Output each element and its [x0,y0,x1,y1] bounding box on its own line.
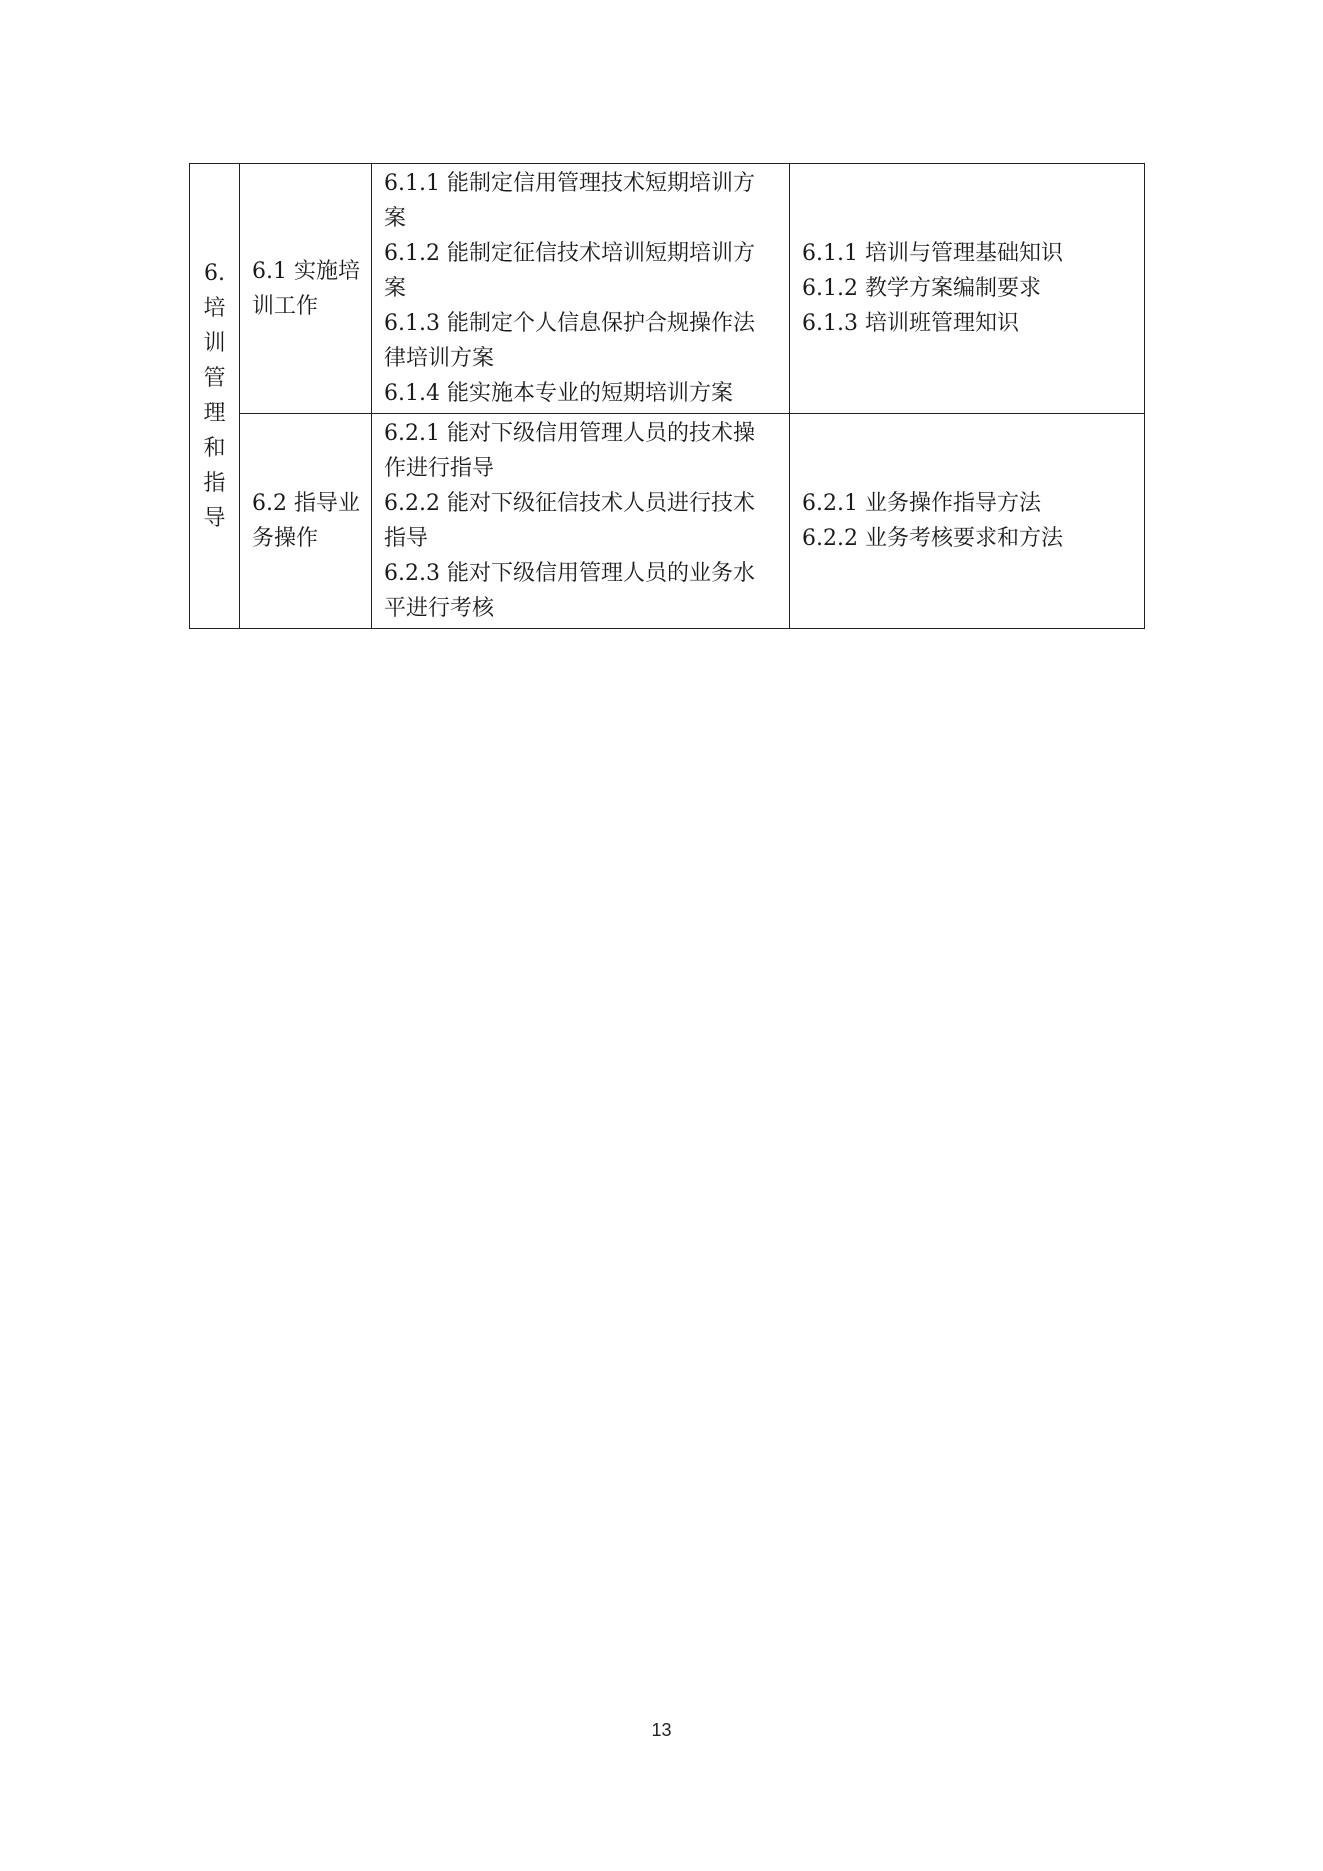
knowledge-line: 6.2.2 业务考核要求和方法 [802,526,1063,551]
level-char: 和 [203,436,226,461]
skill-line: 平进行考核 [384,596,495,621]
sub-item-line: 6.1 实施培 [252,258,360,284]
skills-table [189,163,1145,629]
skill-line: 6.1.1 能制定信用管理技术短期培训方 [384,171,755,196]
knowledge-line: 6.2.1 业务操作指导方法 [802,491,1041,516]
sub-item-line: 6.2 指导业 [252,491,360,516]
level-cell [190,164,240,629]
skill-line: 6.1.2 能制定征信技术培训短期培训方 [384,241,755,266]
knowledge-line: 6.1.2 教学方案编制要求 [802,276,1041,301]
skill-line: 6.1.4 能实施本专业的短期培训方案 [384,381,733,406]
sub-item-line: 训工作 [252,293,319,319]
skill-line: 律培训方案 [384,346,495,371]
knowledge-cell [790,164,1145,414]
sub-item-cell [240,164,372,414]
level-char: 指 [203,471,226,496]
skill-line: 6.2.3 能对下级信用管理人员的业务水 [384,561,755,586]
level-char: 管 [203,366,226,391]
skill-line: 案 [384,276,407,301]
table-row [190,164,1145,414]
knowledge-cell [790,414,1145,629]
page-number: 13 [651,1720,672,1740]
skill-line: 6.2.2 能对下级征信技术人员进行技术 [384,491,755,516]
skill-line: 指导 [384,526,429,551]
level-number: 6. [204,261,225,286]
level-char: 培 [203,296,226,321]
sub-item-line: 务操作 [252,526,319,551]
skill-line: 6.1.3 能制定个人信息保护合规操作法 [384,311,755,336]
level-char: 训 [203,331,226,356]
level-char: 导 [203,506,226,531]
level-char: 理 [203,401,226,426]
skills-cell [372,414,790,629]
skills-cell [372,164,790,414]
skill-line: 6.2.1 能对下级信用管理人员的技术操 [384,421,755,446]
sub-item-cell [240,414,372,629]
knowledge-line: 6.1.1 培训与管理基础知识 [802,241,1063,266]
table-row [190,414,1145,629]
skill-line: 作进行指导 [384,456,495,481]
skill-line: 案 [384,206,407,231]
knowledge-line: 6.1.3 培训班管理知识 [802,311,1019,336]
